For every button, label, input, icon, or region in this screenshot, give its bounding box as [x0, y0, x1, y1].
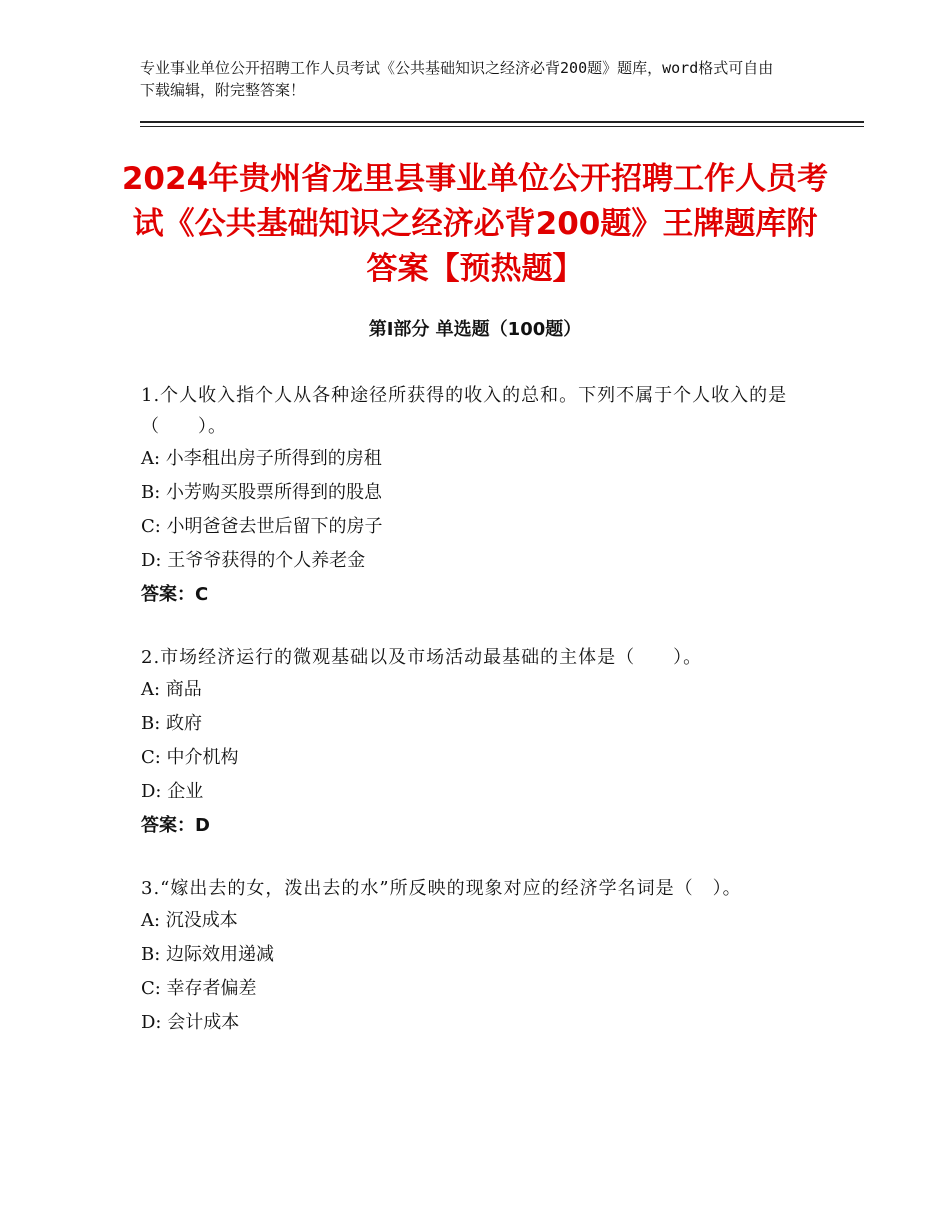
question-stem: 1.个人收入指个人从各种途径所获得的收入的总和。下列不属于个人收入的是（ ）。: [141, 385, 788, 437]
option-c: C: 中介机构: [141, 747, 239, 768]
section-heading: 第Ⅰ部分 单选题（100题）: [368, 319, 582, 340]
header-rule-thin: [140, 126, 864, 127]
option-a: A: 小李租出房子所得到的房租: [141, 448, 382, 469]
answer-line: 答案：D: [141, 815, 210, 836]
option-c: C: 幸存者偏差: [141, 978, 257, 999]
option-d: D: 会计成本: [141, 1012, 240, 1033]
header-rule-thick: [140, 121, 864, 123]
question-list: [141, 380, 801, 1070]
option-c: C: 小明爸爸去世后留下的房子: [141, 516, 383, 537]
option-d: D: 王爷爷获得的个人养老金: [141, 550, 366, 571]
option-a: A: 商品: [141, 679, 202, 700]
option-d: D: 企业: [141, 781, 204, 802]
question-stem: 3.“嫁出去的女，泼出去的水”所反映的现象对应的经济学名词是（ ）。: [141, 878, 742, 899]
question-3: [141, 873, 801, 1040]
document-title: 2024年贵州省龙里县事业单位公开招聘工作人员考试《公共基础知识之经济必背200题》王牌题库附答案【预热题】: [121, 161, 829, 287]
question-stem: 2.市场经济运行的微观基础以及市场活动最基础的主体是（ ）。: [141, 647, 703, 668]
question-1: [141, 380, 801, 612]
option-b: B: 政府: [141, 713, 203, 734]
header-note: 专业事业单位公开招聘工作人员考试《公共基础知识之经济必背200题》题库，word格式可自由下载编辑，附完整答案！: [140, 59, 774, 99]
option-b: B: 小芳购买股票所得到的股息: [141, 482, 383, 503]
answer-line: 答案：C: [141, 584, 209, 605]
option-b: B: 边际效用递减: [141, 944, 275, 965]
question-2: [141, 642, 801, 843]
option-a: A: 沉没成本: [141, 910, 238, 931]
